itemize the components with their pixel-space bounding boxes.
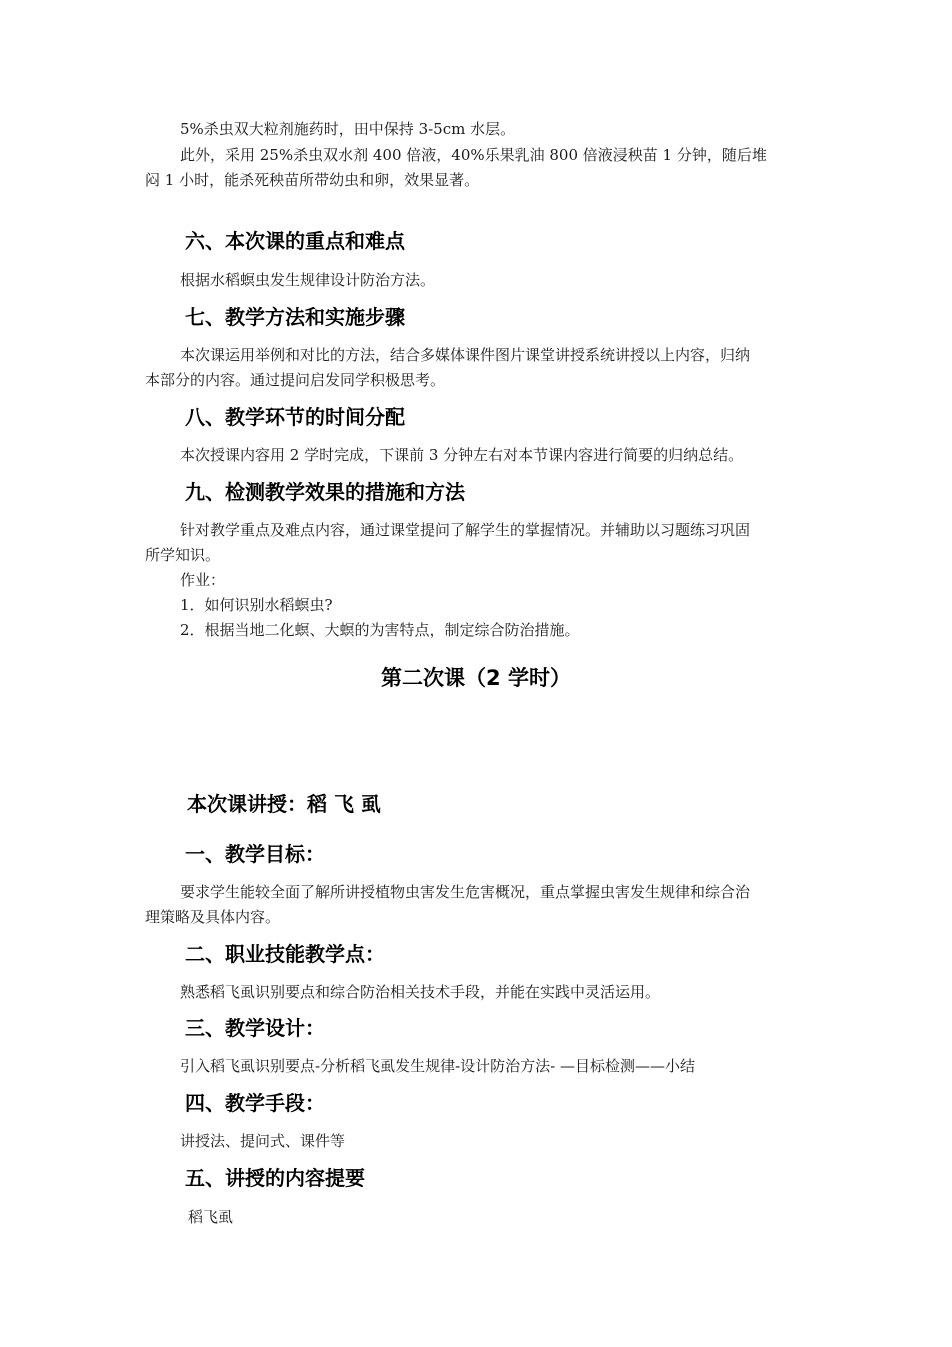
paragraph-key-points: 根据水稻螟虫发生规律设计防治方法。 xyxy=(180,271,436,289)
heading-teaching-means: 四、教学手段： xyxy=(185,1091,325,1115)
paragraph-time-allocation: 本次授课内容用 2 学时完成，下课前 3 分钟左右对本节课内容进行简要的归纳总结。 xyxy=(180,446,744,464)
heading-teaching-goals: 一、教学目标： xyxy=(185,842,325,866)
heading-content-outline: 五、讲授的内容提要 xyxy=(185,1166,365,1190)
heading-teaching-method: 七、教学方法和实施步骤 xyxy=(185,305,405,329)
paragraph-skill-points: 熟悉稻飞虱识别要点和综合防治相关技术手段，并能在实践中灵活运用。 xyxy=(180,983,661,1001)
paragraph-evaluation-line2: 所学知识。 xyxy=(145,546,221,564)
heading-teaching-design: 三、教学设计： xyxy=(185,1016,325,1040)
paragraph-teaching-goals-line2: 理策略及具体内容。 xyxy=(145,908,281,926)
homework-item-1: 1．如何识别水稻螟虫? xyxy=(180,596,333,614)
paragraph-seedling-soak-line2: 闷 1 小时，能杀死秧苗所带幼虫和卵，效果显著。 xyxy=(145,171,480,189)
paragraph-evaluation-line1: 针对教学重点及难点内容，通过课堂提问了解学生的掌握情况。并辅助以习题练习巩固 xyxy=(180,521,751,539)
paragraph-teaching-means: 讲授法、提问式、课件等 xyxy=(180,1132,346,1150)
paragraph-seedling-soak-line1: 此外，采用 25%杀虫双水剂 400 倍液，40%乐果乳油 800 倍液浸秧苗 1 分钟，随后堆 xyxy=(180,146,767,164)
homework-item-2: 2．根据当地二化螟、大螟的为害特点，制定综合防治措施。 xyxy=(180,621,580,639)
lesson2-topic: 本次课讲授：稻 飞 虱 xyxy=(187,792,381,816)
paragraph-teaching-design: 引入稻飞虱识别要点-分析稻飞虱发生规律-设计防治方法- —目标检测——小结 xyxy=(180,1057,695,1075)
heading-time-allocation: 八、教学环节的时间分配 xyxy=(185,405,405,429)
paragraph-content-outline: 稻飞虱 xyxy=(188,1208,234,1226)
paragraph-teaching-method-line1: 本次课运用举例和对比的方法，结合多媒体课件图片课堂讲授系统讲授以上内容，归纳 xyxy=(180,346,751,364)
paragraph-teaching-method-line2: 本部分的内容。通过提问启发同学积极思考。 xyxy=(145,371,446,389)
homework-label: 作业： xyxy=(180,571,226,589)
lesson2-title: 第二次课（2 学时） xyxy=(381,666,571,690)
heading-skill-points: 二、职业技能教学点： xyxy=(185,942,385,966)
paragraph-teaching-goals-line1: 要求学生能较全面了解所讲授植物虫害发生危害概况，重点掌握虫害发生规律和综合治 xyxy=(180,883,751,901)
heading-key-points: 六、本次课的重点和难点 xyxy=(185,229,405,253)
heading-evaluation: 九、检测教学效果的措施和方法 xyxy=(185,480,465,504)
paragraph-dosage: 5%杀虫双大粒剂施药时，田中保持 3-5cm 水层。 xyxy=(180,120,516,138)
